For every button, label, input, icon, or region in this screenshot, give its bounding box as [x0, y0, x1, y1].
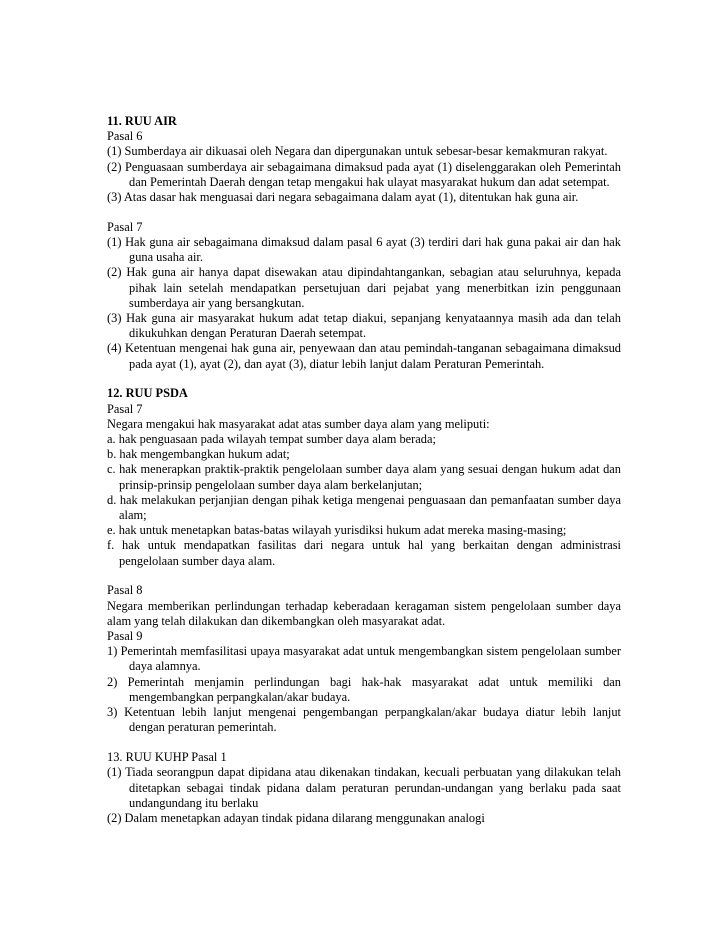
- list-item: (3) Atas dasar hak menguasai dari negara sebagaimana dalam ayat (1), ditentukan hak guna air.: [107, 190, 579, 205]
- list-item: (2) Hak guna air hanya dapat disewakan atau dipindahtangankan, sebagian atau seluruhnya, kepada pihak lain setelah mendapatkan persetujuan dari pejabat yang menerbitkan izin penggunaan sumberdaya air yang bersangkutan.: [107, 265, 621, 310]
- list-item: (1) Hak guna air sebagaimana dimaksud dalam pasal 6 ayat (3) terdiri dari hak guna pakai air dan hak guna usaha air.: [107, 235, 621, 265]
- section-ruu-kuhp: [107, 750, 621, 826]
- article-title: Pasal 7: [107, 219, 143, 234]
- list-item: 1) Pemerintah memfasilitasi upaya masyarakat adat untuk mengembangkan sistem pengelolaan sumber daya alamnya.: [107, 644, 621, 674]
- article-intro: Negara mengakui hak masyarakat adat atas sumber daya alam yang meliputi:: [107, 416, 490, 431]
- list-item: 3) Ketentuan lebih lanjut mengenai pengembangan perpangkalan/akar budaya diatur lebih lanjut dengan peraturan pemerintah.: [107, 705, 621, 735]
- list-item: e. hak untuk menetapkan batas-batas wilayah yurisdiksi hukum adat mereka masing-masing;: [107, 523, 567, 538]
- document-page: [107, 114, 621, 826]
- list-item: (2) Penguasaan sumberdaya air sebagaimana dimaksud pada ayat (1) diselenggarakan oleh Pemerintah dan Pemerintah Daerah dengan tetap mengakui hak ulayat masyarakat hukum dan adat setempat.: [107, 159, 621, 189]
- list-item: (1) Sumberdaya air dikuasai oleh Negara dan dipergunakan untuk sebesar-besar kemakmuran rakyat.: [107, 144, 608, 159]
- list-item: (4) Ketentuan mengenai hak guna air, penyewaan dan atau pemindah-tanganan sebagaimana dimaksud pada ayat (1), ayat (2), dan ayat (3), diatur lebih lanjut dalam Peraturan Pemerintah.: [107, 341, 621, 371]
- section-ruu-air: [107, 114, 621, 372]
- article-title: Pasal 8: [107, 583, 143, 598]
- list-item: f. hak untuk mendapatkan fasilitas dari negara untuk hal yang berkaitan dengan administrasi pengelolaan sumber daya alam.: [107, 538, 621, 568]
- list-item: (1) Tiada seorangpun dapat dipidana atau dikenakan tindakan, kecuali perbuatan yang dilakukan telah ditetapkan sebagai tindak pidana dalam peraturan perundan-undangan yang berlaku pada saat undangundang itu berlaku: [107, 765, 621, 810]
- section-heading: 13. RUU KUHP Pasal 1: [107, 750, 227, 765]
- article-title: Pasal 7: [107, 401, 143, 416]
- article-title: Pasal 9: [107, 629, 143, 644]
- list-item: c. hak menerapkan praktik-praktik pengelolaan sumber daya alam yang sesuai dengan hukum adat dan prinsip-prinsip pengelolaan sumber daya alam berkelanjutan;: [107, 462, 621, 492]
- list-item: (2) Dalam menetapkan adayan tindak pidana dilarang menggunakan analogi: [107, 810, 485, 825]
- section-heading: 11. RUU AIR: [107, 114, 177, 128]
- list-item: (3) Hak guna air masyarakat hukum adat tetap diakui, sepanjang kenyataannya masih ada dan telah dikukuhkan dengan Peraturan Daerah setempat.: [107, 311, 621, 341]
- section-heading: 12. RUU PSDA: [107, 386, 188, 401]
- list-item: b. hak mengembangkan hukum adat;: [107, 447, 290, 462]
- list-item: a. hak penguasaan pada wilayah tempat sumber daya alam berada;: [107, 432, 436, 447]
- article-title: Pasal 6: [107, 129, 143, 144]
- section-ruu-psda: [107, 386, 621, 735]
- article-text: Negara memberikan perlindungan terhadap keberadaan keragaman sistem pengelolaan sumber daya alam yang telah dilakukan dan dikembangkan oleh masyarakat adat.: [107, 598, 621, 628]
- list-item: 2) Pemerintah menjamin perlindungan bagi hak-hak masyarakat adat untuk memiliki dan mengembangkan perpangkalan/akar budaya.: [107, 674, 621, 704]
- list-item: d. hak melakukan perjanjian dengan pihak ketiga mengenai penguasaan dan pemanfaatan sumber daya alam;: [107, 492, 621, 523]
